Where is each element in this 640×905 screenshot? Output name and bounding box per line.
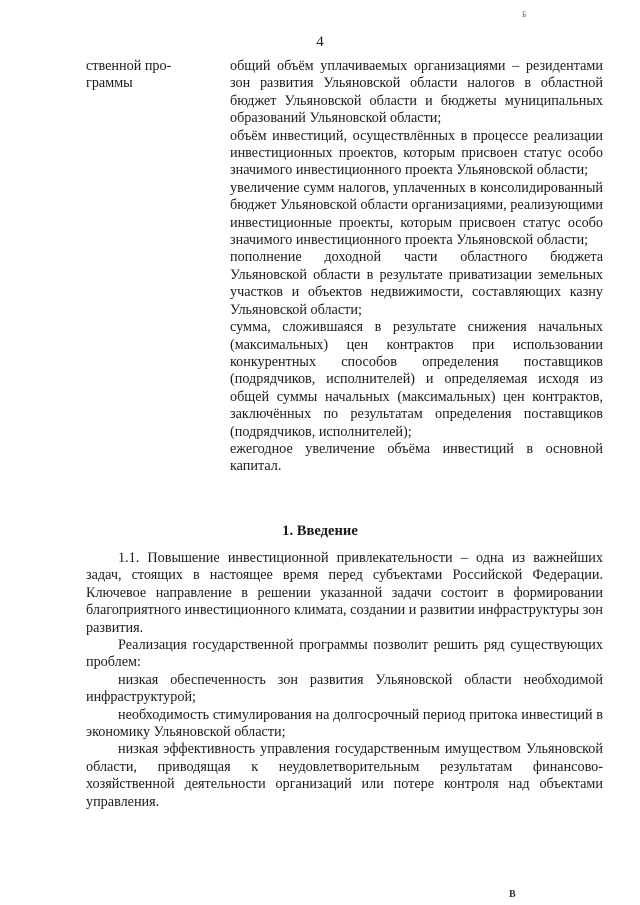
paragraph: Реализация государственной программы позволит решить ряд существующих проблем: — [86, 637, 603, 671]
table-row-label — [86, 58, 216, 93]
page-number: 4 — [316, 34, 324, 50]
section-body — [86, 550, 603, 811]
indicator-item: общий объём уплачиваемых организациями – резидентами зон развития Ульяновской области налогов в областной бюджет Ульяновской области и бюджеты муниципальных образований Ульяновской области; — [230, 58, 603, 127]
problem-item: необходимость стимулирования на долгосрочный период притока инвестиций в экономику Ульяновской области; — [86, 706, 603, 741]
section-heading: 1. Введение — [282, 523, 358, 539]
label-line: граммы — [86, 75, 133, 92]
indicator-item: сумма, сложившаяся в результате снижения начальных (максимальных) цен контрактов при использовании конкурентных способов определения поставщиков (подрядчиков, исполнителей) и определяемая исходя из общей суммы начальных (максимальных) цен контрактов, заключённых по результатам определения поставщиков (подрядчиков, исполнителей); — [230, 319, 603, 440]
paragraph: 1.1. Повышение инвестиционной привлекательности – одна из важнейших задач, стоящих в настоящее время перед субъектами Российской Федерации. Ключевое направление в решении указанной задачи состоит в формировании благоприятного инвестиционного климата, создании и развитии инфраструктуры зон развития. — [86, 550, 603, 636]
indicator-item: ежегодное увеличение объёма инвестиций в основной капитал. — [230, 440, 603, 475]
label-line: ственной про- — [86, 58, 172, 74]
corner-mark-bottom: В — [509, 889, 516, 900]
indicator-item: увеличение сумм налогов, уплаченных в консолидированный бюджет Ульяновской области организациями, реализующими инвестиционные проекты, которым присвоен статус особо значимого инвестиционного проекта Ульяновской области; — [230, 179, 603, 249]
corner-mark-top: Б — [522, 10, 527, 19]
table-row-content — [230, 58, 603, 476]
problem-item: низкая эффективность управления государственным имуществом Ульяновской области, приводящая к неудовлетворительным результатам финансово-хозяйственной деятельности организаций или потере контроля над объектами управления. — [86, 741, 603, 810]
problem-item: низкая обеспеченность зон развития Ульяновской области необходимой инфраструктурой; — [86, 671, 603, 706]
indicator-item: пополнение доходной части областного бюджета Ульяновской области в результате приватизации земельных участков и объектов недвижимости, составляющих казну Ульяновской области; — [230, 249, 603, 318]
indicator-item: объём инвестиций, осуществлённых в процессе реализации инвестиционных проектов, которым присвоен статус особо значимого инвестиционного проекта Ульяновской области; — [230, 127, 603, 179]
